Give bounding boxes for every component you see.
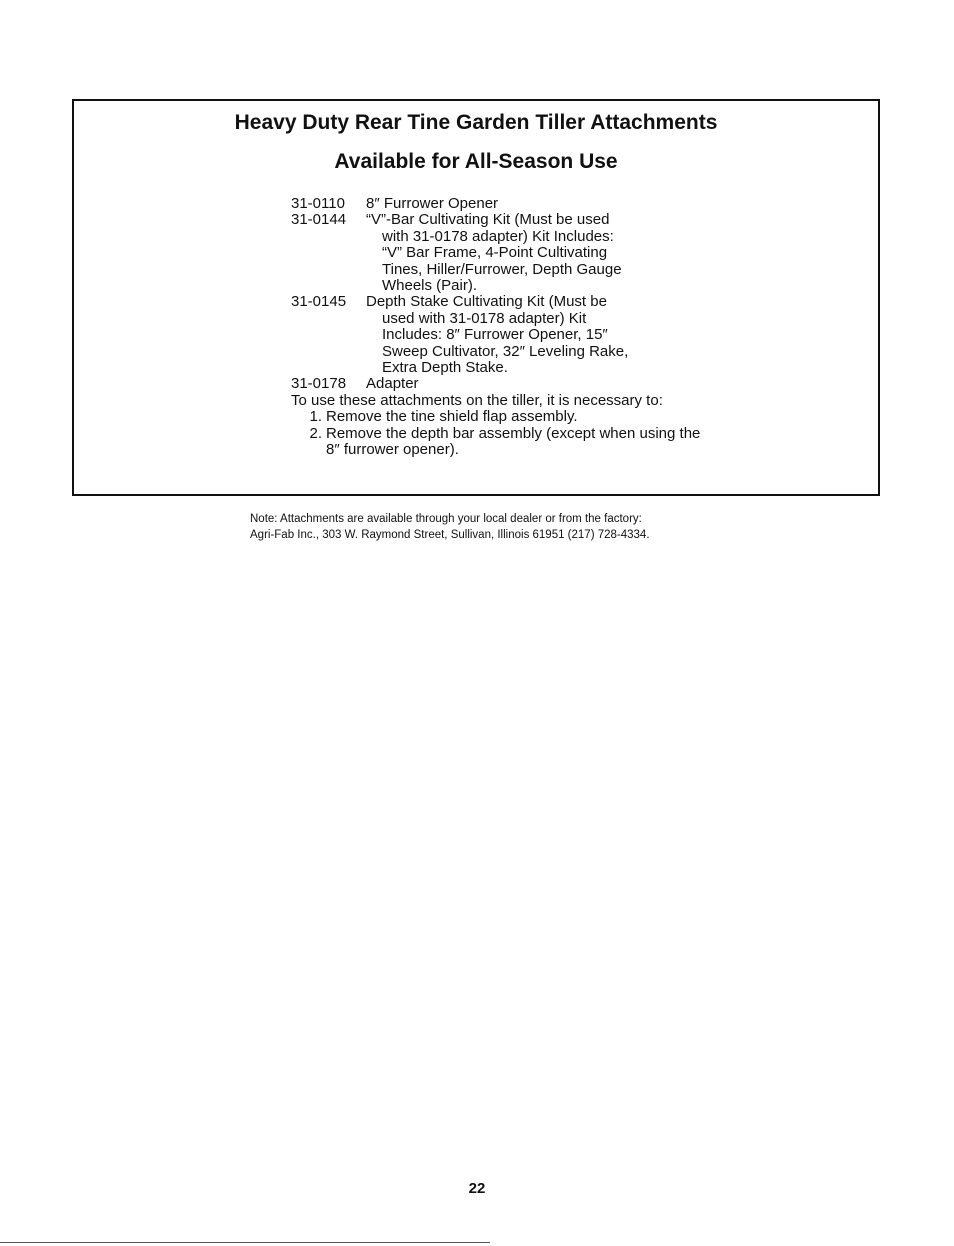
attachments-list [291,196,711,459]
instructions-intro: To use these attachments on the tiller, it is necessary to: [291,391,663,409]
step-text: Remove the tine shield flap assembly. [326,408,578,426]
part-description: 8″ Furrower Opener [366,195,499,212]
part-number: 31-0178 [291,375,347,393]
note-line-2: Agri-Fab Inc., 303 W. Raymond Street, Sullivan, Illinois 61951 (217) 728-4334. [250,529,650,541]
part-description: Adapter [366,375,419,393]
title-line-1: Heavy Duty Rear Tine Garden Tiller Attachments [234,111,718,134]
step-text: Remove the depth bar assembly (except when using the 8″ furrower opener). [326,424,701,459]
instruction-step [291,409,711,425]
note-line-1: Note: Attachments are available through your local dealer or from the factory: [250,513,642,525]
attachment-item [291,294,711,376]
instruction-step [291,426,711,459]
step-number: 2. [309,424,322,442]
part-number: 31-0110 [291,195,345,212]
attachments-box [72,99,880,496]
part-description: Depth Stake Cultivating Kit (Must be used with 31-0178 adapter) Kit Includes: 8″ Furrower Opener, 15″ Sweep Cultivator, 32″ Leveling Rake, Extra Depth Stake. [366,293,629,377]
part-number: 31-0145 [291,293,347,311]
step-number: 1. [309,408,322,426]
attachment-item [291,376,711,392]
page-number: 22 [468,1180,486,1197]
dealer-note [250,511,650,543]
attachment-item [291,212,711,294]
part-description: “V”-Bar Cultivating Kit (Must be used with 31-0178 adapter) Kit Includes: “V” Bar Frame, 4-Point Cultivating Tines, Hiller/Furrower, Depth Gauge Wheels (Pair). [366,211,622,295]
title-line-2: Available for All-Season Use [334,150,618,173]
part-number: 31-0144 [291,211,347,229]
bottom-rule [0,1242,490,1243]
attachment-item [291,196,711,212]
